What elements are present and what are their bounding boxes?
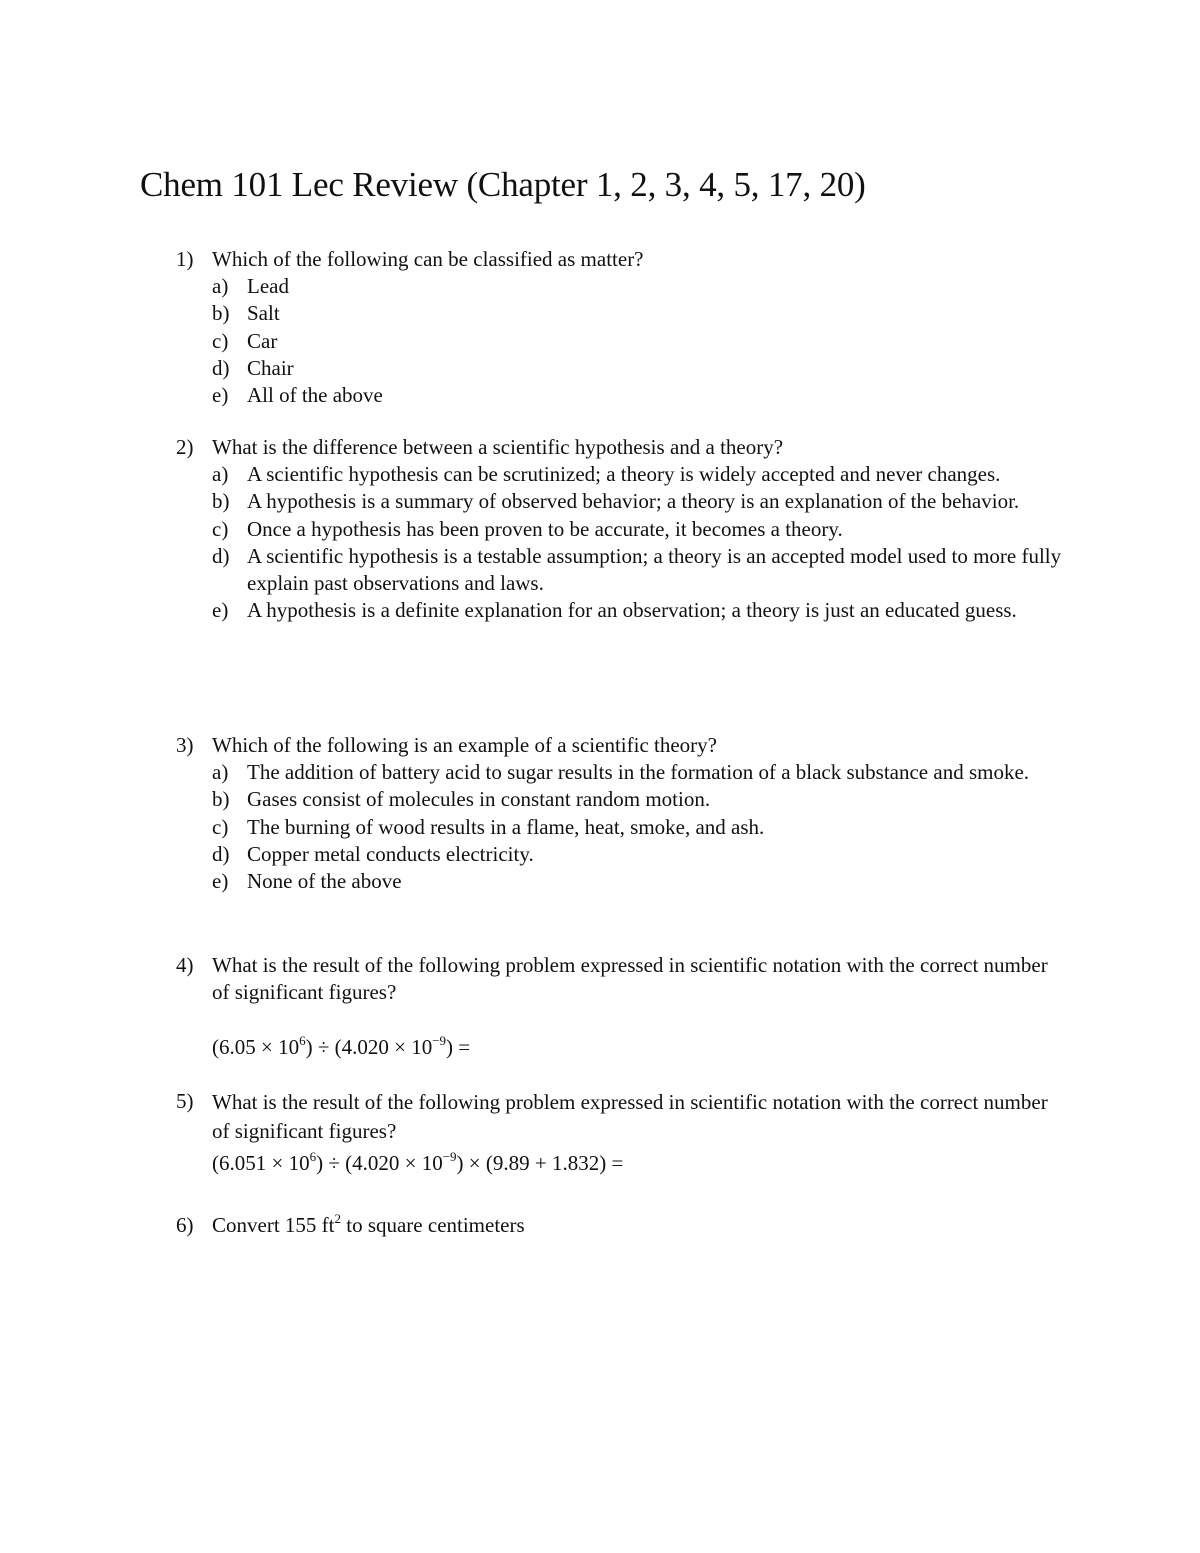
option-letter: a) [212,274,229,298]
option-item [0,597,1200,624]
option-text: Chair [247,355,294,380]
option-text: A scientific hypothesis can be scrutinized; a theory is widely accepted and never changes. [247,462,1001,486]
option-item [0,841,1200,868]
option-letter: d) [212,543,230,568]
question-number: 5) [176,1089,194,1113]
exponent: 6 [309,1149,317,1164]
option-item [0,488,1200,515]
option-item [0,273,1200,300]
equation-part: ) × (9.89 + 1.832) = [456,1151,624,1175]
equation-part: (6.05 × 10 [212,1035,300,1059]
option-item [0,328,1200,355]
question-number: 2) [176,435,194,459]
equation-part: (6.051 × 10 [212,1151,310,1175]
option-letter: e) [212,598,229,623]
page-title: Chem 101 Lec Review (Chapter 1, 2, 3, 4, 5, 17, 20) [140,165,866,204]
option-letter: a) [212,760,229,784]
exponent: −9 [442,1149,457,1164]
question-number: 6) [176,1213,194,1237]
option-list [0,273,1200,409]
option-text: A scientific hypothesis is a testable assumption; a theory is an accepted model used to more fully explain past observations and laws. [247,543,1062,596]
option-letter: b) [212,301,230,326]
option-item [0,868,1200,895]
option-text: Gases consist of molecules in constant random motion. [247,787,711,812]
option-list [0,759,1200,895]
option-text: A hypothesis is a definite explanation for an observation; a theory is just an educated guess. [247,598,1017,623]
option-letter: c) [212,328,229,353]
question-number: 1) [176,247,194,271]
exponent: 6 [299,1033,306,1048]
option-letter: c) [212,516,229,541]
option-letter: e) [212,869,229,894]
question-number: 3) [176,733,194,757]
option-item [0,300,1200,327]
equation-part: ) = [446,1035,471,1059]
exponent: 2 [334,1211,341,1226]
question-text: What is the result of the following problem expressed in scientific notation with the correct number of significant figures? [212,953,1048,1004]
option-letter: b) [212,787,230,812]
option-text: Salt [247,301,280,326]
option-item [0,814,1200,841]
question-text: What is the result of the following problem expressed in scientific notation with the correct number of significant figures? [212,1090,1048,1143]
option-item [0,382,1200,409]
option-text: Copper metal conducts electricity. [247,841,534,866]
option-item [0,355,1200,382]
option-item [0,516,1200,543]
option-text: All of the above [247,383,383,408]
equation [212,1034,470,1061]
exponent: −9 [432,1033,447,1048]
equation-part: ) ÷ (4.020 × 10 [316,1151,443,1175]
option-item [0,461,1200,488]
question-text-part: Convert 155 ft [212,1213,335,1237]
option-letter: e) [212,383,229,408]
question-text: Which of the following can be classified as matter? [212,247,644,271]
option-text: The burning of wood results in a flame, heat, smoke, and ash. [247,814,765,839]
option-item [0,759,1200,786]
option-letter: a) [212,462,229,486]
question-number: 4) [176,953,194,977]
option-text: None of the above [247,869,402,894]
question-text [212,1212,1062,1239]
question-text-part: to square centimeters [340,1213,525,1237]
equation-part: ) ÷ (4.020 × 10 [305,1035,433,1059]
option-item [0,786,1200,813]
option-letter: d) [212,841,230,866]
option-letter: b) [212,489,230,514]
option-text: Once a hypothesis has been proven to be accurate, it becomes a theory. [247,516,843,541]
option-letter: d) [212,355,230,380]
option-text: A hypothesis is a summary of observed behavior; a theory is an explanation of the behavior. [247,489,1020,514]
question-text: Which of the following is an example of a scientific theory? [212,733,717,757]
option-letter: c) [212,814,229,839]
equation [212,1150,623,1177]
option-item [0,543,1200,598]
option-text: The addition of battery acid to sugar results in the formation of a black substance and smoke. [247,760,1030,784]
option-text: Lead [247,274,289,298]
option-list [0,461,1200,625]
option-text: Car [247,328,278,353]
question-text: What is the difference between a scientific hypothesis and a theory? [212,435,784,459]
